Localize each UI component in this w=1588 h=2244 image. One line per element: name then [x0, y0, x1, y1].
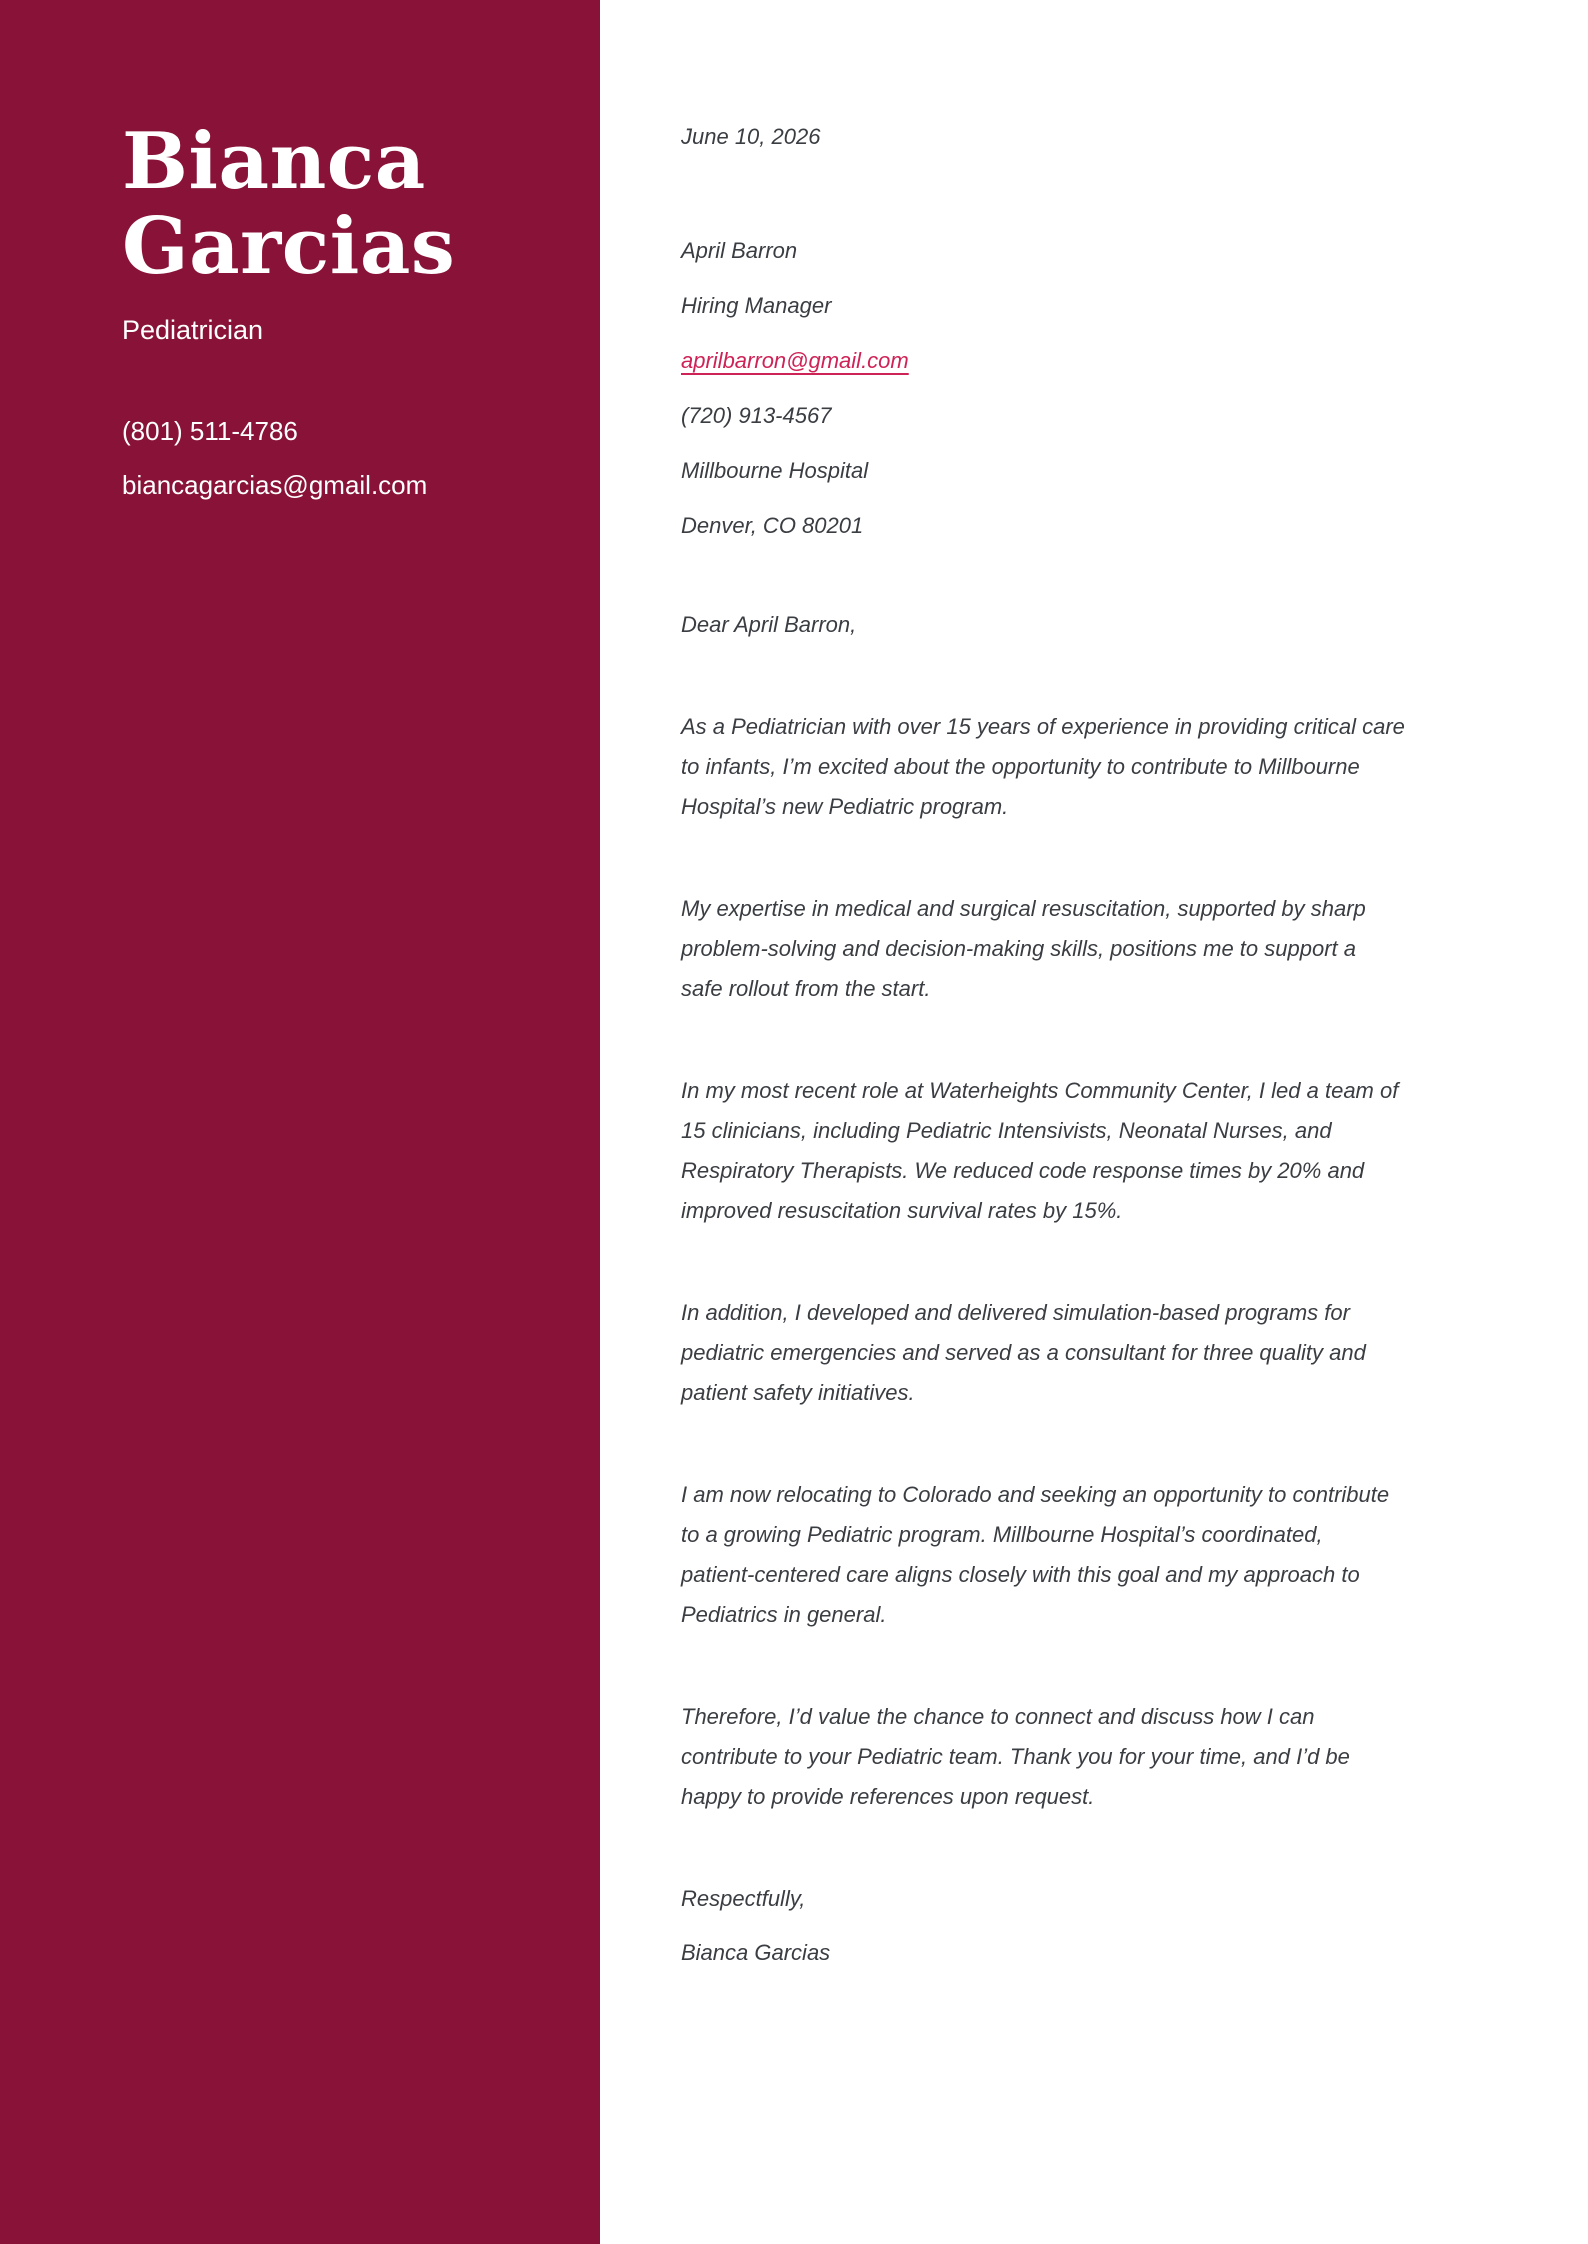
cover-letter-body [600, 0, 1588, 2244]
recipient-block [681, 231, 1498, 546]
applicant-job-title: Pediatrician [122, 315, 264, 345]
paragraph-line: Therefore, I’d value the chance to connect and discuss how I can [681, 1704, 1315, 1729]
paragraph-line: problem-solving and decision-making skills, positions me to support a [681, 936, 1356, 961]
paragraph-line: In my most recent role at Waterheights Community Center, I led a team of [681, 1078, 1399, 1103]
letter-paragraph [681, 1475, 1498, 1635]
paragraph-line: Respiratory Therapists. We reduced code response times by 20% and [681, 1158, 1365, 1183]
paragraph-line: pediatric emergencies and served as a consultant for three quality and [681, 1340, 1366, 1365]
paragraph-line: patient safety initiatives. [681, 1380, 915, 1405]
paragraph-line: Hospital’s new Pediatric program. [681, 794, 1009, 819]
paragraph-line: happy to provide references upon request. [681, 1784, 1095, 1809]
letter-date: June 10, 2026 [681, 124, 821, 149]
letter-paragraph [681, 1293, 1498, 1413]
letter-paragraph [681, 707, 1498, 827]
recipient-name: April Barron [681, 238, 798, 263]
closing-block [681, 1879, 1498, 1973]
paragraph-line: In addition, I developed and delivered simulation-based programs for [681, 1300, 1350, 1325]
applicant-name [122, 116, 560, 292]
paragraph-line: As a Pediatrician with over 15 years of experience in providing critical care [681, 714, 1405, 739]
applicant-name-line2: Garcias [122, 201, 456, 292]
paragraph-line: to infants, I’m excited about the opportunity to contribute to Millbourne [681, 754, 1360, 779]
paragraph-line: I am now relocating to Colorado and seeking an opportunity to contribute [681, 1482, 1390, 1507]
recipient-role: Hiring Manager [681, 293, 832, 318]
paragraph-line: improved resuscitation survival rates by 15%. [681, 1198, 1123, 1223]
recipient-location: Denver, CO 80201 [681, 513, 864, 538]
applicant-email: biancagarcias@gmail.com [122, 470, 428, 500]
salutation: Dear April Barron, [681, 612, 857, 637]
paragraph-line: 15 clinicians, including Pediatric Intensivists, Neonatal Nurses, and [681, 1118, 1332, 1143]
recipient-email-link[interactable]: aprilbarron@gmail.com [681, 348, 909, 373]
paragraph-line: Pediatrics in general. [681, 1602, 887, 1627]
paragraph-line: contribute to your Pediatric team. Thank you for your time, and I’d be [681, 1744, 1350, 1769]
applicant-phone: (801) 511-4786 [122, 416, 298, 446]
recipient-organization: Millbourne Hospital [681, 458, 869, 483]
valediction: Respectfully, [681, 1886, 806, 1911]
paragraph-line: My expertise in medical and surgical resuscitation, supported by sharp [681, 896, 1366, 921]
paragraph-line: to a growing Pediatric program. Millbourne Hospital’s coordinated, [681, 1522, 1323, 1547]
applicant-name-line1: Bianca [122, 116, 426, 207]
signature-name: Bianca Garcias [681, 1940, 831, 1965]
letter-paragraph [681, 1071, 1498, 1231]
paragraph-line: patient-centered care aligns closely with this goal and my approach to [681, 1562, 1360, 1587]
paragraph-line: safe rollout from the start. [681, 976, 931, 1001]
letter-paragraph [681, 1697, 1498, 1817]
letter-paragraph [681, 889, 1498, 1009]
recipient-phone: (720) 913-4567 [681, 403, 832, 428]
sidebar [0, 0, 600, 2244]
